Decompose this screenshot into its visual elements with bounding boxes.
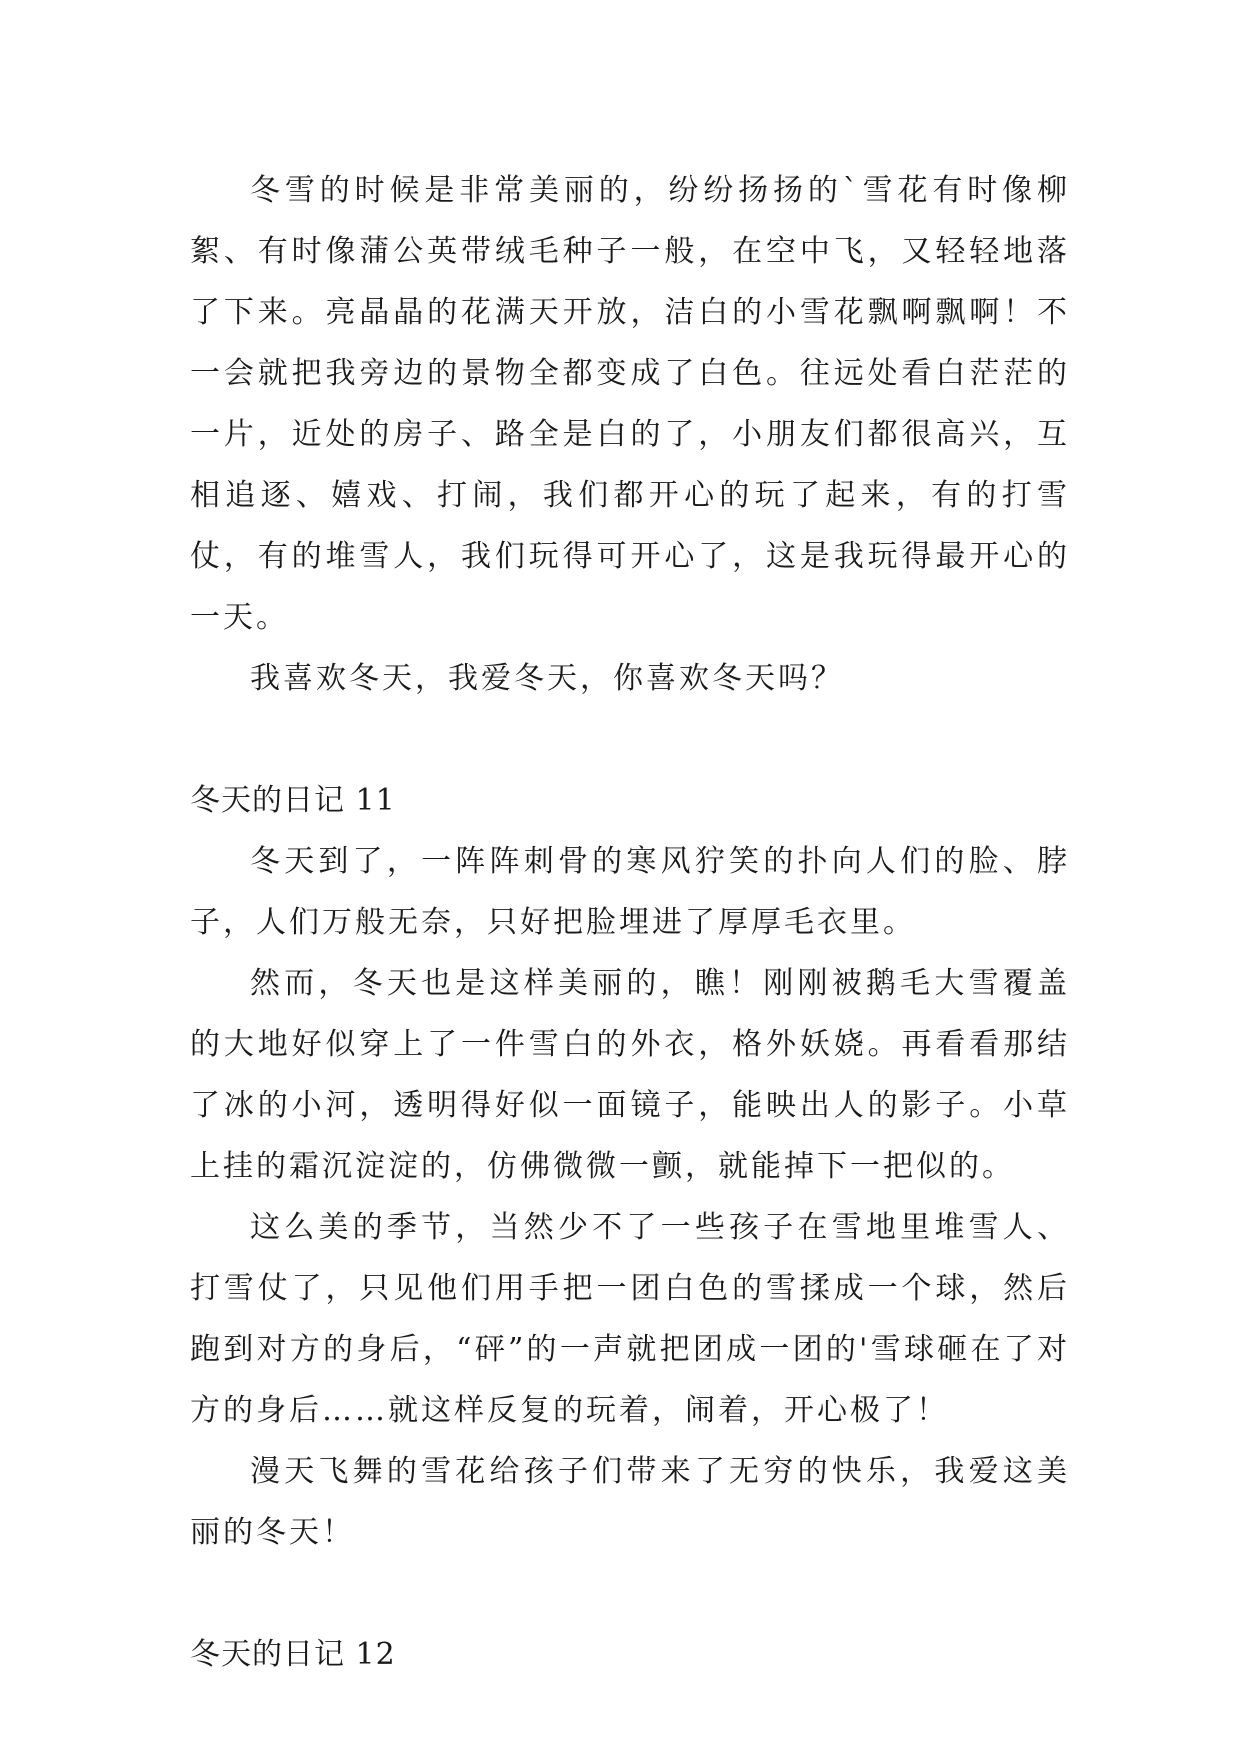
paragraph-snowball-fight: 这么美的季节，当然少不了一些孩子在雪地里堆雪人、打雪仗了，只见他们用手把一团白色的雪揉成一个球，然后跑到对方的身后，“砰”的一声就把团成一团的'雪球砸在了对方的身后……就这样反复的玩着，闹着，开心极了！ [190, 1210, 1070, 1428]
section-gap [190, 1563, 1070, 1624]
paragraph-snow-scene: 冬雪的时候是非常美丽的，纷纷扬扬的`雪花有时像柳絮、有时像蒲公英带绒毛种子一般，在空中飞，又轻轻地落了下来。亮晶晶的花满天开放，洁白的小雪花飘啊飘啊！不一会就把我旁边的景物全都变成了白色。往远处看白茫茫的一片，近处的房子、路全是白的了，小朋友们都很高兴，互相追逐、嬉戏、打闹，我们都开心的玩了起来，有的打雪仗，有的堆雪人，我们玩得可开心了，这是我玩得最开心的一天。 [190, 173, 1070, 635]
section-heading-11: 冬天的日记 11 [190, 783, 396, 818]
paragraph-love-winter: 我喜欢冬天，我爱冬天，你喜欢冬天吗？ [250, 661, 844, 696]
section-gap [190, 709, 1070, 770]
section-heading-12: 冬天的日记 12 [190, 1637, 396, 1672]
paragraph-beautiful-winter: 然而，冬天也是这样美丽的，瞧！刚刚被鹅毛大雪覆盖的大地好似穿上了一件雪白的外衣，格外妖娆。再看看那结了冰的小河，透明得好似一面镜子，能映出人的影子。小草上挂的霜沉淀淀的，仿佛微微一颤，就能掉下一把似的。 [190, 966, 1070, 1184]
paragraph-happy-snow: 漫天飞舞的雪花给孩子们带来了无穷的快乐，我爱这美丽的冬天！ [190, 1454, 1070, 1550]
paragraph-cold-wind: 冬天到了，一阵阵刺骨的寒风狞笑的扑向人们的脸、脖子，人们万般无奈，只好把脸埋进了厚厚毛衣里。 [190, 844, 1070, 940]
document-body [190, 160, 1070, 1685]
